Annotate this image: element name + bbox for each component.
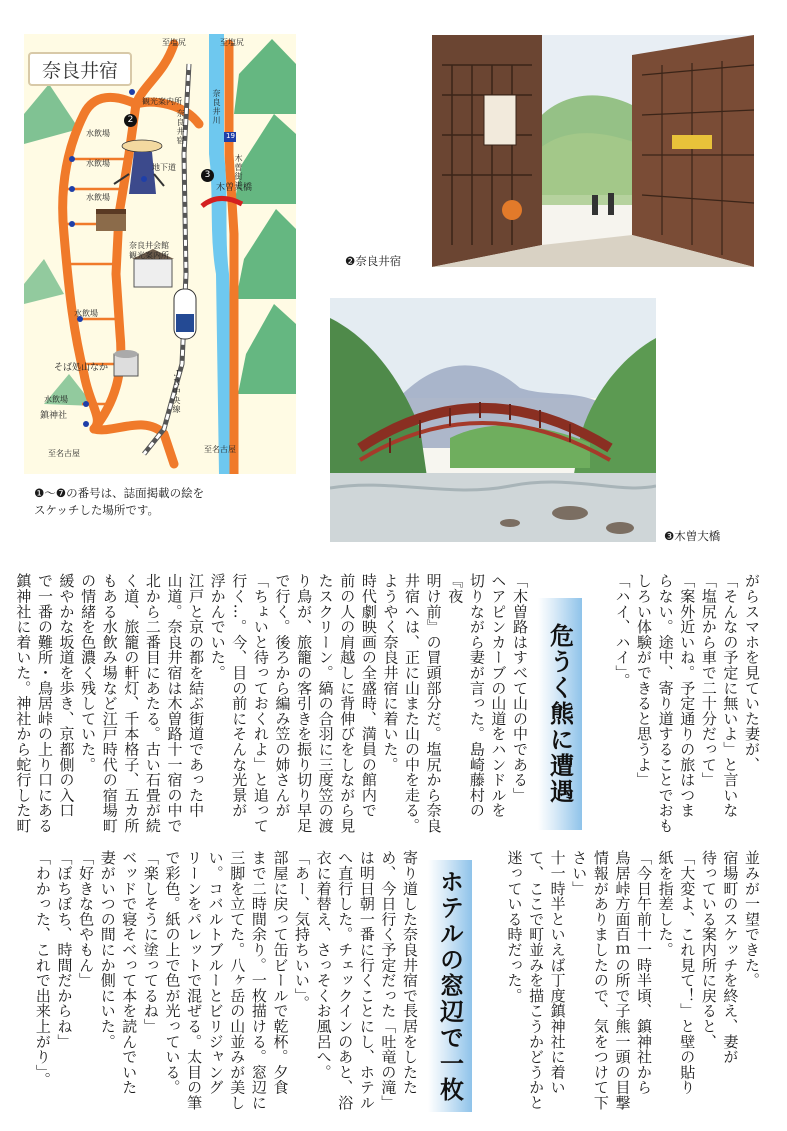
text-line: 「木曽路はすべて山の中である」	[511, 573, 529, 803]
text-line: 「ハイ、ハイ」。	[613, 573, 632, 688]
text-line: 浮かんでいた。	[208, 573, 227, 681]
text-intro-bottom	[490, 850, 762, 1118]
text-line: 「そんなの予定に無いよ」と言いな	[721, 573, 740, 818]
label-water-fountain: 水飲場	[86, 129, 110, 138]
label-shrine: 鎮神社	[40, 411, 68, 421]
text-line: 「ちょいと待っておくれよ」と追って	[251, 573, 270, 834]
text-line: 行く…。今、目の前にそんな光景が	[230, 573, 249, 818]
watercolor-street-image	[432, 35, 754, 267]
text-line: で一番の難所・鳥居峠の上り口にある	[35, 573, 54, 834]
label-tourist-info: 観光案内所	[142, 97, 182, 106]
text-line: 衣に着替え、さっそくお風呂へ。	[314, 850, 333, 1080]
map-note-line: ❶～❼の番号は、誌面掲載の絵を	[34, 486, 205, 500]
map-title: 奈良井宿	[28, 52, 132, 86]
label-water-fountain: 水飲場	[86, 159, 110, 168]
text-line: しろい体験ができると思うよ」	[635, 573, 654, 788]
text-line: さい」	[570, 850, 589, 896]
label-underpass: 地下道	[152, 163, 176, 172]
text-line: 時代劇映画の全盛時、満員の館内で	[359, 573, 378, 818]
text-line: もある水飲み場など江戸時代の宿場町	[100, 573, 119, 834]
map-note-line: スケッチした場所です。	[34, 503, 160, 517]
text-line: 緩やかな坂道を歩き、京都側の入口	[57, 573, 76, 818]
text-line: ヘアピンカーブの山道をハンドルを	[489, 573, 508, 818]
text-line: は明日朝一番に行くことにし、ホテル	[357, 850, 376, 1111]
section-heading: 危うく熊に遭遇	[538, 598, 582, 830]
label-water-fountain: 水飲場	[74, 309, 98, 318]
text-line: 「あー、気持ちいい」。	[293, 850, 312, 1011]
label-to-nagoya: 至名古屋	[48, 449, 80, 458]
label-jr-chuo-line: ＪＲ中央線	[172, 369, 181, 414]
text-line: 紙を指差した。	[656, 850, 675, 958]
text-line: 「好きな色やもん」	[77, 850, 96, 988]
text-line: へ直行した。チェックインのあと、浴	[336, 850, 355, 1111]
text-line: 部屋に戻って缶ビールで乾杯。夕食	[271, 850, 290, 1095]
text-line: 井宿へは、正に山また山の中を走る。	[403, 573, 422, 834]
text-line: 「案外近いね。予定通りの旅はつま	[678, 573, 697, 818]
watercolor-bridge-image	[330, 298, 656, 542]
text-line: め、今日行く予定だった「吐竜の滝」	[379, 850, 398, 1111]
section-heading: ホテルの窓辺で一枚	[428, 860, 472, 1112]
text-line: 「今日午前十一時半頃、鎮神社から	[635, 850, 654, 1095]
marker-3: 3	[201, 169, 214, 182]
painting-kiso-ohashi	[330, 298, 656, 542]
text-line: い。コバルトブルーとビリジャング	[206, 850, 225, 1095]
label-soba-shop: そば処山なか	[54, 363, 109, 373]
text-line: ようやく奈良井宿に着いた。	[381, 573, 400, 772]
label-narai-kaikan: 奈良井会館	[129, 241, 169, 250]
text-line: 前の人の肩越しに背伸びをしながら見	[338, 573, 357, 834]
caption-kiso-ohashi: ❸木曽大橋	[664, 529, 721, 543]
label-naraijuku: 奈良井宿	[176, 109, 185, 145]
text-line: く道、旅籠の軒灯、千本格子、五カ所	[122, 573, 141, 834]
marker-2: 2	[124, 114, 137, 127]
text-line: 妻がいつの間にか側にいた。	[98, 850, 117, 1049]
text-line: らない。途中、寄り道することでおも	[656, 573, 675, 834]
text-line: で彩色。紙の上で色が光っている。	[163, 850, 182, 1095]
text-line: がらスマホを見ていた妻が、	[743, 573, 761, 772]
text-line: て、ここで町並みを描こうかどうかと	[527, 850, 546, 1111]
text-line: たスクリーン。縞の合羽に三度笠の渡	[316, 573, 335, 834]
text-line: 「大変よ、これ見て！」と壁の貼り	[678, 850, 697, 1095]
text-line: 「ぼちぼち、時間だからね」	[55, 850, 74, 1049]
map-note	[34, 485, 294, 519]
text-line: 切りながら妻が言った。島崎藤村の『夜	[446, 573, 486, 818]
text-line: 待っている案内所に戻ると、	[699, 850, 718, 1049]
text-line: 鎮神社に着いた。神社から蛇行した町	[14, 573, 33, 834]
text-line: 「塩尻から車で二十分だって」	[699, 573, 718, 788]
text-line: り鳥が、旅籠の客引きを振り切り早足	[295, 573, 314, 834]
label-tourist-info: 観光案内所	[129, 251, 169, 260]
label-kiso-kaido: 木曽街道	[234, 154, 243, 190]
label-route-number: 19	[226, 132, 235, 140]
text-line: まで二時間余り。一枚描ける。窓辺に	[249, 850, 268, 1111]
text-line: 並みが一望できた。	[743, 850, 761, 988]
text-line: 山道。奈良井宿は木曽路十一宿の中で	[165, 573, 184, 834]
text-line: 「楽しそうに塗ってるね」	[141, 850, 160, 1034]
caption-narai-juku: ❷奈良井宿	[345, 254, 402, 268]
label-to-shiojiri: 至塩尻	[220, 38, 244, 47]
text-line: 江戸と京の都を結ぶ街道であった中	[187, 573, 206, 818]
text-line: 宿場町のスケッチを終え、妻が	[721, 850, 740, 1065]
text-line: 鳥居峠方面百ｍの所で子熊一頭の目撃	[613, 850, 632, 1111]
label-kiso-bridge: 木曽大橋	[216, 183, 253, 193]
text-line: 北から二番目にあたる。古い石畳が続	[143, 573, 162, 834]
text-intro-top	[596, 573, 762, 841]
text-body-top	[14, 573, 530, 841]
text-line: で行く。後ろから編み笠の姉さんが	[273, 573, 292, 818]
label-to-shiojiri: 至塩尻	[162, 38, 186, 47]
text-line: 三脚を立てた。八ヶ岳の山並みが美し	[228, 850, 247, 1111]
painting-narai-juku	[432, 35, 754, 267]
text-line: ベッドで寝そべって本を読んでいた	[120, 850, 139, 1095]
text-line: 寄り道した奈良井宿で長居をしたた	[401, 850, 419, 1095]
text-line: 明け前』の冒頭部分だ。塩尻から奈良	[424, 573, 443, 834]
label-narai-river: 奈良井川	[212, 89, 221, 125]
label-water-fountain: 水飲場	[44, 395, 68, 404]
text-line: リーンをパレットで混ぜる。太目の筆	[185, 850, 204, 1111]
text-body-bottom	[20, 850, 420, 1118]
label-to-nagoya: 至名古屋	[204, 445, 236, 454]
text-line: 「わかった、これで出来上がり」。	[33, 850, 52, 1088]
area-map	[24, 34, 296, 474]
text-line: 情報がありましたので、気をつけて下	[591, 850, 610, 1111]
text-line: 十一時半といえば丁度鎮神社に着い	[548, 850, 567, 1095]
label-water-fountain: 水飲場	[86, 193, 110, 202]
text-line: の情緒を色濃く残していた。	[79, 573, 98, 772]
text-line: 迷っている時だった。	[505, 850, 524, 1003]
